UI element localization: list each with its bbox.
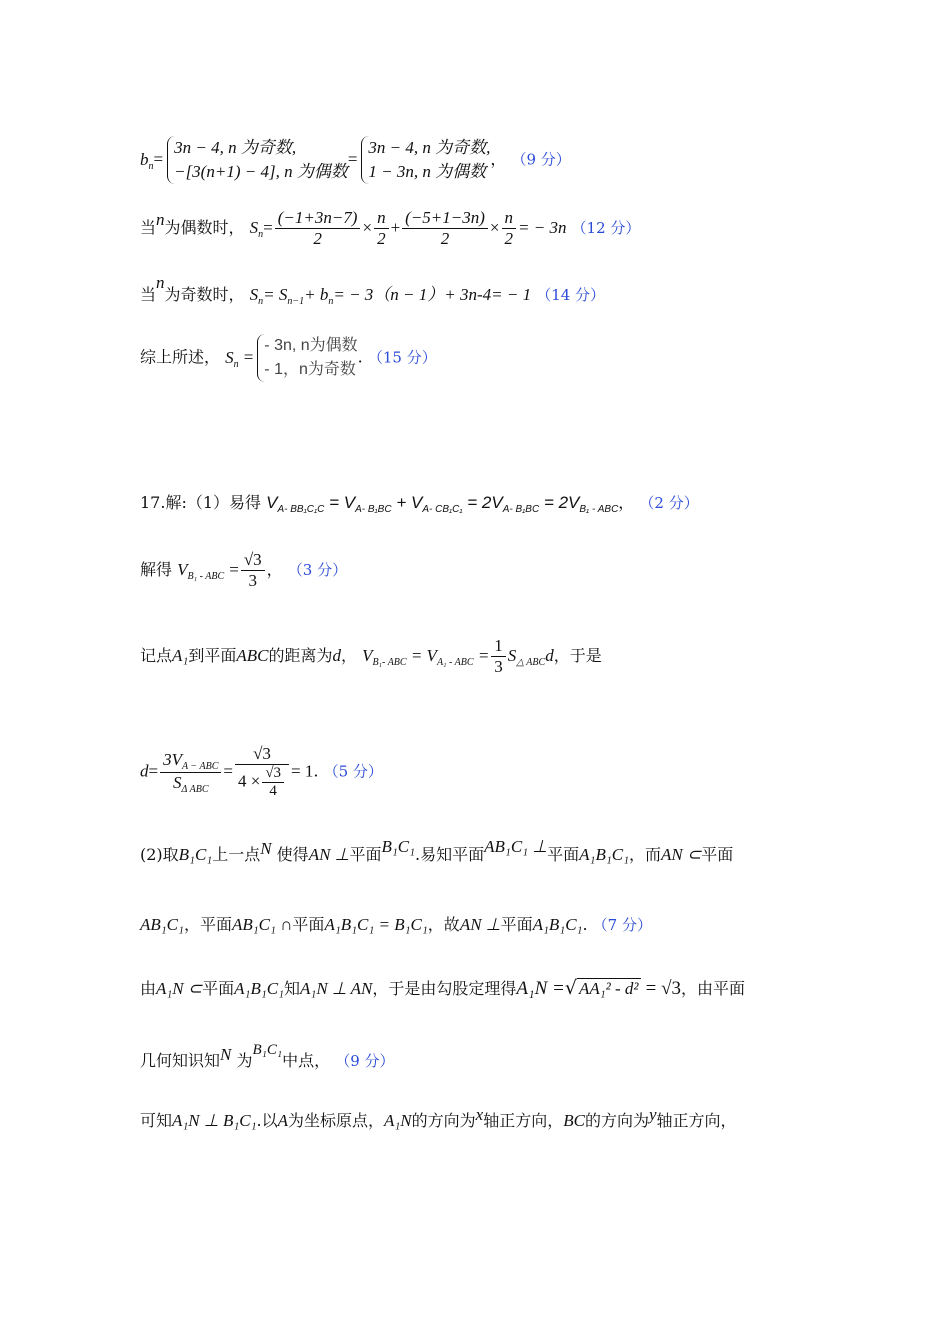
sqrt3-over-area: √3 4 × $\frac{√3}{4}$ <box>235 744 289 800</box>
text: 平面 <box>500 915 533 934</box>
text: ，而 <box>629 845 662 864</box>
text: 上一点 <box>212 845 261 864</box>
plus-sign: + <box>390 218 401 237</box>
tail-text: ，于是 <box>553 646 602 665</box>
text: 为坐标原点， <box>288 1111 385 1130</box>
part2-line-b <box>140 912 652 935</box>
plane-a1b1c1: A₁B₁C₁ <box>532 915 583 934</box>
equals-sign: = <box>148 761 159 781</box>
plane-a1b1c1: A₁B₁C₁ <box>234 979 285 998</box>
area-term: $S_{\triangle ABC}d$ <box>507 646 554 668</box>
text: 为 <box>236 1051 253 1070</box>
part2-line-e <box>140 1105 737 1131</box>
one-third: $\frac{1}{3}$ <box>491 636 506 677</box>
segment-b1c1: B₁C₁ <box>252 1042 283 1058</box>
mid-text: 到平面 <box>188 646 237 665</box>
case-odd-simplified: 3n − 4, n 为奇数, <box>368 138 491 157</box>
score-label: （9 分） <box>335 1052 395 1070</box>
an-perp: AN ⊥ <box>459 915 501 934</box>
text: 平面 <box>701 845 734 864</box>
text: ，于是由勾股定理得 <box>372 979 517 998</box>
sqrt3-over-3: $\frac{√3}{3}$ <box>241 550 265 591</box>
text: 知 <box>284 979 301 998</box>
fraction-4: $\frac{n}{2}$ <box>502 208 517 249</box>
score-label: （5 分） <box>323 762 383 781</box>
period: . <box>582 915 588 934</box>
text: 平面 <box>292 915 325 934</box>
var-d: d <box>332 646 341 665</box>
times-sign: × <box>362 218 373 237</box>
sn-lhs: $S_n$ <box>225 347 239 370</box>
solve-line <box>140 550 347 591</box>
axis-x: x <box>475 1105 484 1124</box>
text: 轴正方向， <box>483 1111 564 1130</box>
point-n: N <box>220 1045 232 1064</box>
text: 可知 <box>140 1111 173 1130</box>
plane-ab1c1-perp: AB₁C₁ ⊥ <box>484 837 548 856</box>
text: 轴正方向， <box>656 1111 737 1130</box>
text: 平面 <box>202 979 235 998</box>
prefix-text: 解得 <box>140 560 173 579</box>
volume-symbol: $V_{B_1 - ABC}$ <box>177 560 225 582</box>
score-label: （9 分） <box>511 150 571 169</box>
part2-line-a <box>140 837 734 865</box>
text: 平面 <box>349 845 382 864</box>
part2-line-c: 由A₁N ⊂平面A₁B₁C₁知A₁N ⊥ AN，于是由勾股定理得A₁N =√ AA₁² - d² = √3，由平面 <box>140 977 746 999</box>
result: = − 3n <box>518 218 567 237</box>
plane-b1c1: B₁C₁ <box>381 837 416 856</box>
var-d: d <box>140 761 149 781</box>
var-n: n <box>156 210 165 229</box>
summary-line <box>140 334 437 382</box>
mid-text: 为偶数时， <box>164 218 245 237</box>
score-label: （7 分） <box>592 916 652 934</box>
text: 使得 <box>276 845 309 864</box>
odd-case-line <box>140 273 606 307</box>
sn-lhs: $S_n$ <box>249 218 264 240</box>
an-perp: AN ⊥ <box>308 845 350 864</box>
part2-line-d <box>140 1042 395 1071</box>
case-odd: 3n − 4, n 为奇数, <box>174 138 297 157</box>
score-label: （3 分） <box>287 561 348 579</box>
text: ，由平面 <box>681 979 746 998</box>
bn-definition-line <box>140 136 571 184</box>
an-subset: AN ⊂ <box>661 845 702 864</box>
intersection-result: A₁B₁C₁ = B₁C₁ <box>324 915 428 934</box>
point-a: A <box>277 1111 288 1130</box>
vector-a1n: A₁N <box>384 1111 412 1130</box>
prefix-text: 记点 <box>140 646 173 665</box>
volume-equation: $V_{A- BB_1C_1C} = V_{A- B_1BC} + V_{A- CB_1C_1} = 2V_{A- B_1BC} = 2V_{B_1 - ABC}$ <box>266 493 619 515</box>
a1n-perp-an: A₁N ⊥ AN <box>300 979 373 998</box>
comma: ， <box>618 493 635 512</box>
point-n: N <box>260 839 272 858</box>
text: ，平面 <box>183 915 232 934</box>
volume-over-area: $\frac{3V_{A - ABC}}{S_{\Delta ABC}}$ <box>160 750 221 795</box>
bn-lhs: $b_n$ <box>140 149 154 172</box>
vector-bc: BC <box>563 1111 585 1130</box>
fraction-3: $\frac{(-5+1-3n)}{2}$ <box>402 208 488 249</box>
text: .以 <box>256 1111 278 1130</box>
bn-cases-left <box>167 136 348 184</box>
var-n: n <box>156 273 165 292</box>
summary-cases <box>257 334 357 382</box>
equals-sign: = <box>229 560 239 579</box>
text: (2)取 <box>140 845 179 864</box>
prefix-text: 综上所述， <box>140 347 221 367</box>
case-even-simplified: 1 − 3n, n 为偶数 <box>368 162 487 181</box>
volume-equation: $V_{B_1- ABC} = V_{A_1 - ABC}$ = <box>362 646 490 668</box>
d-value-line <box>140 744 383 800</box>
text: 的方向为 <box>584 1111 649 1130</box>
comma: ， <box>340 646 357 665</box>
text: 平面 <box>547 845 580 864</box>
equals-sign: = <box>243 347 254 367</box>
text: ，故 <box>427 915 460 934</box>
equals-sign: = <box>263 218 273 237</box>
odd-formula: $S_n= S_{n-1}+ b_n= - 3(n - 1)+ 3n-4= - 1$ <box>249 285 532 307</box>
score-label: （14 分） <box>536 286 606 304</box>
plane-a1b1c1: A₁B₁C₁ <box>579 845 629 864</box>
comma: ， <box>266 560 283 579</box>
equals-sign: = <box>153 149 164 169</box>
a1n-subset: A₁N ⊂ <box>156 979 203 998</box>
equals-sign-2: = <box>223 761 233 781</box>
plane-abc: ABC <box>236 646 269 665</box>
prefix-text: 17.解:（1）易得 <box>140 493 262 512</box>
summary-odd: - 1，n为奇数 <box>264 361 356 378</box>
a1n-perp-b1c1: A₁N ⊥ B₁C₁ <box>172 1111 257 1130</box>
text: .易知平面 <box>415 845 485 864</box>
distance-line <box>140 636 602 677</box>
point-a1: A₁ <box>172 646 189 665</box>
plane-intersection: AB₁C₁ ∩ <box>231 915 293 934</box>
equals-sign-2: = <box>347 149 358 169</box>
comma: ， <box>490 149 507 169</box>
prefix-text: 当 <box>140 285 157 304</box>
plane-ab1c1: AB₁C₁ <box>140 915 184 934</box>
mid-text-2: 的距离为 <box>268 646 333 665</box>
problem17-intro-line <box>140 490 699 515</box>
radicand: AA₁² - d² <box>578 979 639 998</box>
fraction-2: $\frac{n}{2}$ <box>374 208 389 249</box>
text: 由 <box>140 979 157 998</box>
text: 的方向为 <box>411 1111 476 1130</box>
mid-text: 为奇数时， <box>164 285 245 304</box>
a1n-equals: A₁N = <box>516 978 565 999</box>
axis-y: y <box>648 1105 657 1124</box>
period: . <box>357 347 363 367</box>
times-sign-2: × <box>489 218 500 237</box>
bn-cases-right <box>361 136 490 184</box>
score-label: （2 分） <box>639 494 699 512</box>
text: 几何知识知 <box>140 1051 221 1070</box>
period: . <box>313 761 319 781</box>
prefix-text: 当 <box>140 218 157 237</box>
result-sqrt3: = √3 <box>645 978 682 999</box>
segment-b1c1: B₁C₁ <box>178 845 213 864</box>
result: = 1 <box>291 761 314 781</box>
fraction-1: $\frac{(-1+3n-7)}{2}$ <box>275 208 361 249</box>
case-even: −[3(n+1) − 4], n 为偶数 <box>174 162 348 181</box>
summary-even: - 3n, n为偶数 <box>264 337 358 354</box>
text: 中点， <box>282 1051 331 1070</box>
score-label: （12 分） <box>571 219 641 237</box>
even-case-line <box>140 208 640 249</box>
score-label: （15 分） <box>367 348 437 367</box>
